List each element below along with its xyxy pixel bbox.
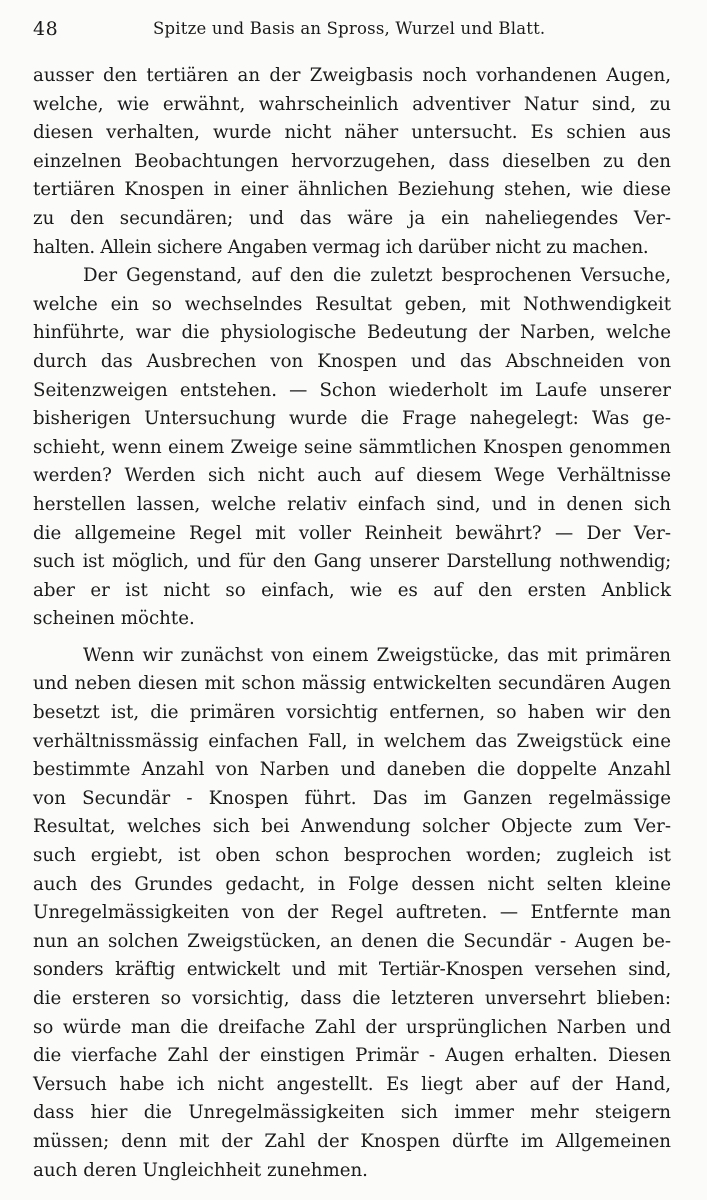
text-line: so würde man die dreifache Zahl der ursprünglichen Narben und: [33, 1016, 671, 1038]
text-line: bestimmte Anzahl von Narben und daneben die doppelte Anzahl: [33, 759, 671, 781]
text-line: schieht, wenn einem Zweige seine sämmtlichen Knospen genommen: [33, 436, 671, 458]
text-line: Unregelmässigkeiten von der Regel auftreten. — Entfernte man: [33, 902, 671, 924]
page-header: [33, 14, 673, 42]
text-line: auch des Grundes gedacht, in Folge dessen nicht selten kleine: [33, 873, 671, 895]
text-line: dass hier die Unregelmässigkeiten sich immer mehr steigern: [33, 1102, 671, 1124]
text-line: von Secundär - Knospen führt. Das im Ganzen regelmässige: [33, 787, 671, 809]
text-line: zu den secundären; und das wäre ja ein naheliegendes Ver-: [33, 207, 671, 229]
paragraph-2: [33, 262, 671, 634]
text-line: nun an solchen Zweigstücken, an denen die Secundär - Augen be-: [33, 930, 671, 952]
text-line: tertiären Knospen in einer ähnlichen Beziehung stehen, wie diese: [33, 179, 671, 201]
text-line: such ergiebt, ist oben schon besprochen worden; zugleich ist: [33, 845, 671, 867]
text-line: ausser den tertiären an der Zweigbasis noch vorhandenen Augen,: [33, 65, 671, 86]
text-line: die allgemeine Regel mit voller Reinheit bewährt? — Der Ver-: [33, 522, 671, 544]
text-line: halten. Allein sichere Angaben vermag ich darüber nicht zu machen.: [33, 236, 649, 258]
paragraph-3: [33, 642, 671, 1185]
text-line: Resultat, welches sich bei Anwendung solcher Objecte zum Ver-: [33, 816, 671, 838]
text-line: auch deren Ungleichheit zunehmen.: [33, 1159, 368, 1181]
page-number: 48: [33, 18, 59, 40]
running-title: Spitze und Basis an Spross, Wurzel und Blatt.: [153, 19, 546, 38]
body-text: [33, 62, 671, 1185]
text-line: müssen; denn mit der Zahl der Knospen dürfte im Allgemeinen: [33, 1130, 671, 1152]
text-line: herstellen lassen, welche relativ einfach sind, und in denen sich: [33, 493, 671, 515]
text-line: die ersteren so vorsichtig, dass die letzteren unversehrt blieben:: [33, 988, 671, 1009]
text-line: such ist möglich, und für den Gang unserer Darstellung nothwendig;: [33, 551, 671, 573]
text-line: aber er ist nicht so einfach, wie es auf den ersten Anblick: [33, 579, 671, 601]
text-line: die vierfache Zahl der einstigen Primär - Augen erhalten. Diesen: [33, 1045, 671, 1067]
text-line: Der Gegenstand, auf den die zuletzt besprochenen Versuche,: [83, 265, 671, 287]
paragraph-spacer: [33, 634, 671, 642]
text-line: Versuch habe ich nicht angestellt. Es liegt aber auf der Hand,: [33, 1073, 671, 1095]
text-line: durch das Ausbrechen von Knospen und das Abschneiden von: [33, 350, 671, 372]
text-line: sonders kräftig entwickelt und mit Tertiär-Knospen versehen sind,: [33, 959, 671, 981]
paragraph-1: [33, 62, 671, 262]
text-line: welche ein so wechselndes Resultat geben, mit Nothwendigkeit: [33, 293, 671, 315]
text-line: einzelnen Beobachtungen hervorzugehen, dass dieselben zu den: [33, 150, 671, 172]
text-line: Seitenzweigen entstehen. — Schon wiederholt im Laufe unserer: [33, 379, 671, 401]
text-line: und neben diesen mit schon mässig entwickelten secundären Augen: [33, 673, 671, 695]
text-line: bisherigen Untersuchung wurde die Frage nahegelegt: Was ge-: [33, 408, 671, 430]
text-line: hinführte, war die physiologische Bedeutung der Narben, welche: [33, 322, 671, 344]
text-line: scheinen möchte.: [33, 608, 195, 630]
text-line: werden? Werden sich nicht auch auf diesem Wege Verhältnisse: [33, 465, 671, 487]
text-line: welche, wie erwähnt, wahrscheinlich adventiver Natur sind, zu: [33, 93, 671, 115]
text-line: verhältnissmässig einfachen Fall, in welchem das Zweigstück eine: [33, 730, 671, 752]
text-line: diesen verhalten, wurde nicht näher untersucht. Es schien aus: [33, 122, 671, 144]
text-line: besetzt ist, die primären vorsichtig entfernen, so haben wir den: [33, 702, 671, 724]
text-line: Wenn wir zunächst von einem Zweigstücke, das mit primären: [83, 644, 671, 666]
